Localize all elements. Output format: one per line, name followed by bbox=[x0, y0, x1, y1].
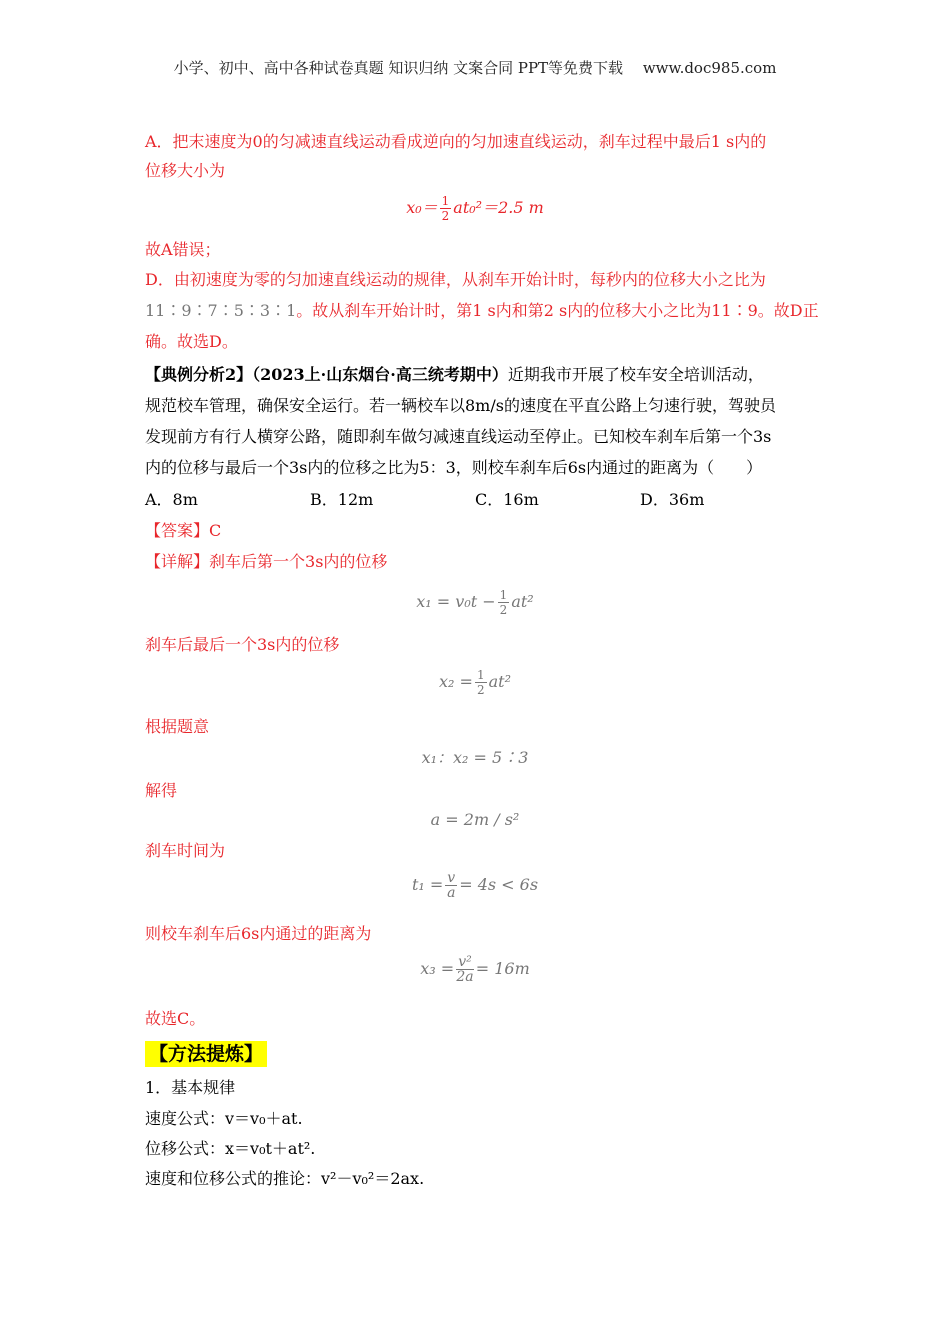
formula-x1-lhs: x₁ = v₀t − bbox=[416, 592, 496, 611]
fraction-numerator: 1 bbox=[499, 588, 508, 602]
method-title-highlight: 【方法提炼】 bbox=[145, 1041, 267, 1067]
fraction-denominator: a bbox=[447, 885, 456, 901]
displacement-formula: 位移公式：x＝v₀t＋at². bbox=[145, 1139, 316, 1158]
fraction-denominator: 2 bbox=[441, 209, 450, 223]
fraction-v-over-a bbox=[445, 871, 457, 900]
fraction-half bbox=[440, 194, 452, 223]
explanation-a-line1: A．把末速度为0的匀减速直线运动看成逆向的匀加速直线运动，刹车过程中最后1 s内的 bbox=[145, 132, 767, 151]
formula-time-rhs: = 4s < 6s bbox=[459, 875, 539, 894]
fraction-numerator: v² bbox=[458, 954, 472, 970]
formula-x0-rhs: at₀²＝2.5 m bbox=[453, 198, 544, 217]
example2-line3: 发现前方有行人横穿公路，随即刹车做匀减速直线运动至停止。已知校车刹车后第一个3s bbox=[145, 427, 772, 446]
option-a: A．8m bbox=[145, 490, 198, 509]
example2-line4: 内的位移与最后一个3s内的位移之比为5：3，则校车刹车后6s内通过的距离为（ ） bbox=[145, 458, 763, 477]
ratio-sequence: 11∶9∶7∶5∶3∶1 bbox=[145, 301, 297, 320]
formula-distance-lhs: x₃ = bbox=[420, 959, 455, 978]
detail-conclusion: 故选C。 bbox=[145, 1009, 206, 1028]
example2-line2: 规范校车管理，确保安全运行。若一辆校车以8m/s的速度在平直公路上匀速行驶，驾驶员 bbox=[145, 396, 776, 415]
formula-time bbox=[0, 871, 950, 900]
explanation-a-line2: 位移大小为 bbox=[145, 161, 226, 180]
explanation-d-line3: 确。故选D。 bbox=[145, 332, 238, 351]
option-d: D．36m bbox=[640, 490, 705, 509]
detail-step3: 根据题意 bbox=[145, 717, 210, 736]
method-title bbox=[145, 1039, 267, 1066]
explanation-a-verdict: 故A错误； bbox=[145, 240, 221, 259]
formula-x1 bbox=[0, 588, 950, 617]
inference-formula: 速度和位移公式的推论：v²－v₀²＝2ax. bbox=[145, 1169, 425, 1188]
detail-tag: 【详解】 bbox=[145, 552, 210, 571]
fraction-half-x1 bbox=[498, 588, 510, 617]
detail-step6: 则校车刹车后6s内通过的距离为 bbox=[145, 924, 372, 943]
option-b: B．12m bbox=[310, 490, 374, 509]
explanation-d-line2-rest: 。故从刹车开始计时，第1 s内和第2 s内的位移大小之比为11∶9。故D正 bbox=[296, 301, 819, 320]
method-item1: 1．基本规律 bbox=[145, 1078, 236, 1097]
formula-x2-lhs: x₂ = bbox=[439, 672, 473, 691]
formula-distance-rhs: = 16m bbox=[475, 959, 530, 978]
explanation-d-line1: D．由初速度为零的匀加速直线运动的规律，从刹车开始计时，每秒内的位移大小之比为 bbox=[145, 270, 766, 289]
formula-time-lhs: t₁ = bbox=[411, 875, 444, 894]
explanation-d-line2 bbox=[145, 298, 819, 324]
velocity-formula: 速度公式：v＝v₀＋at. bbox=[145, 1109, 303, 1128]
example2-line1 bbox=[145, 362, 764, 388]
fraction-half-x2 bbox=[475, 668, 487, 697]
formula-x1-rhs: at² bbox=[511, 592, 534, 611]
detail-step1 bbox=[145, 549, 387, 575]
option-c: C．16m bbox=[475, 490, 539, 509]
example2-line1-rest: 近期我市开展了校车安全培训活动， bbox=[507, 365, 764, 384]
formula-x2-rhs: at² bbox=[488, 672, 511, 691]
answer: 【答案】C bbox=[145, 521, 222, 540]
formula-ratio: x₁：x₂ = 5∶3 bbox=[421, 748, 529, 767]
detail-step4: 解得 bbox=[145, 781, 178, 800]
formula-x0-lhs: x₀＝ bbox=[406, 198, 438, 217]
fraction-denominator: 2 bbox=[476, 683, 485, 697]
formula-x2 bbox=[0, 668, 950, 697]
formula-acceleration: a = 2m / s² bbox=[430, 810, 520, 829]
fraction-denominator: 2 bbox=[499, 603, 508, 617]
fraction-numerator: v bbox=[447, 870, 456, 886]
page-header: 小学、初中、高中各种试卷真题 知识归纳 文案合同 PPT等免费下载 www.doc985.com bbox=[173, 59, 777, 77]
example2-tag: 【典例分析2】 bbox=[145, 365, 253, 384]
detail-step2: 刹车后最后一个3s内的位移 bbox=[145, 635, 340, 654]
example2-source: （2023上·山东烟台·高三统考期中） bbox=[252, 365, 508, 384]
formula-x0 bbox=[0, 194, 950, 223]
formula-distance bbox=[0, 955, 950, 984]
fraction-v2-over-2a bbox=[456, 955, 474, 984]
fraction-denominator: 2a bbox=[456, 969, 474, 985]
detail-step5: 刹车时间为 bbox=[145, 841, 226, 860]
fraction-numerator: 1 bbox=[441, 194, 450, 208]
detail-step1-text: 刹车后第一个3s内的位移 bbox=[209, 552, 388, 571]
fraction-numerator: 1 bbox=[476, 668, 485, 682]
